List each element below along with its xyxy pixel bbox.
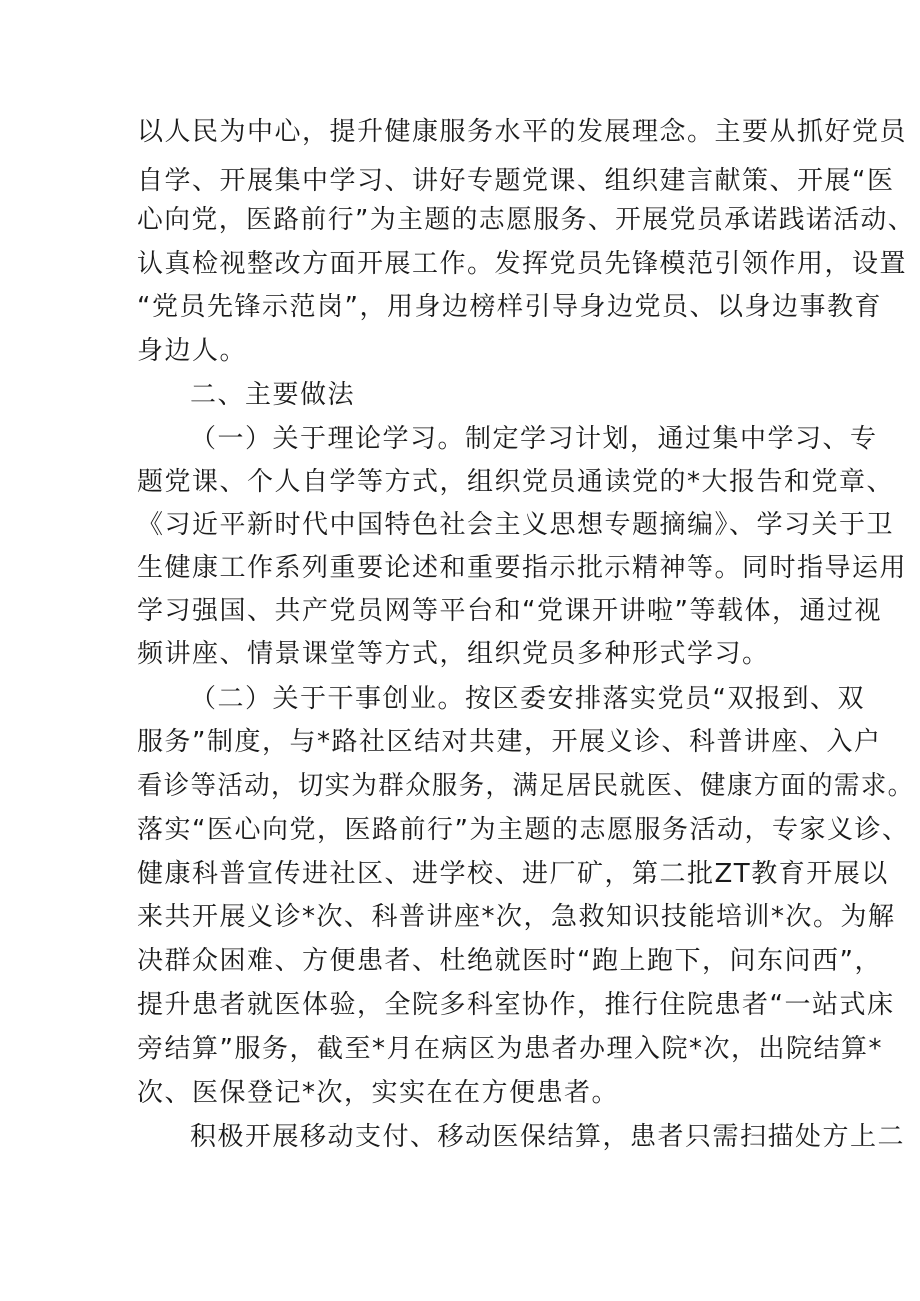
text-line: 频讲座、情景课堂等方式，组织党员多种形式学习。	[137, 639, 770, 669]
text-line: 看诊等活动，切实为群众服务，满足居民就医、健康方面的需求。	[137, 771, 915, 801]
text-line: 次、医保登记*次，实实在在方便患者。	[137, 1078, 620, 1108]
text-line: 提升患者就医体验，全院多科室协作，推行住院患者“一站式床	[137, 990, 895, 1020]
section-heading: 二、主要做法	[190, 380, 356, 410]
text-line: 题党课、个人自学等方式，组织党员通读党的*大报告和党章、	[137, 467, 895, 497]
text-line: 《习近平新时代中国特色社会主义思想专题摘编》、学习关于卫	[137, 510, 895, 540]
text-line: 自学、开展集中学习、讲好专题党课、组织建言献策、开展“医	[137, 166, 895, 196]
text-line: 心向党，医路前行”为主题的志愿服务、开展党员承诺践诺活动、	[137, 205, 915, 235]
text-line: 健康科普宣传进社区、进学校、进厂矿，第二批ZT教育开展以	[137, 859, 889, 889]
text-line: 积极开展移动支付、移动医保结算，患者只需扫描处方上二	[190, 1122, 906, 1152]
text-line: 决群众困难、方便患者、杜绝就医时“跑上跑下，问东问西”，	[137, 946, 882, 976]
text-line: 认真检视整改方面开展工作。发挥党员先锋模范引领作用，设置	[137, 249, 908, 279]
text-line: 来共开展义诊*次、科普讲座*次，急救知识技能培训*次。为解	[137, 902, 896, 932]
text-line: 身边人。	[137, 336, 248, 366]
text-line: 落实“医心向党，医路前行”为主题的志愿服务活动，专家义诊、	[137, 815, 910, 845]
text-line: （二）关于干事创业。按区委安排落实党员“双报到、双	[190, 684, 865, 714]
text-line: 服务”制度，与*路社区结对共建，开展义诊、科普讲座、入户	[137, 727, 882, 757]
text-line: 学习强国、共产党员网等平台和“党课开讲啦”等载体，通过视	[137, 596, 882, 626]
text-line: 以人民为中心，提升健康服务水平的发展理念。主要从抓好党员	[137, 117, 908, 147]
text-line: 旁结算”服务，截至*月在病区为患者办理入院*次，出院结算*	[137, 1034, 883, 1064]
text-line: 生健康工作系列重要论述和重要指示批示精神等。同时指导运用	[137, 553, 908, 583]
text-line: （一）关于理论学习。制定学习计划，通过集中学习、专	[190, 424, 878, 454]
text-line: “党员先锋示范岗”，用身边榜样引导身边党员、以身边事教育	[137, 292, 882, 322]
